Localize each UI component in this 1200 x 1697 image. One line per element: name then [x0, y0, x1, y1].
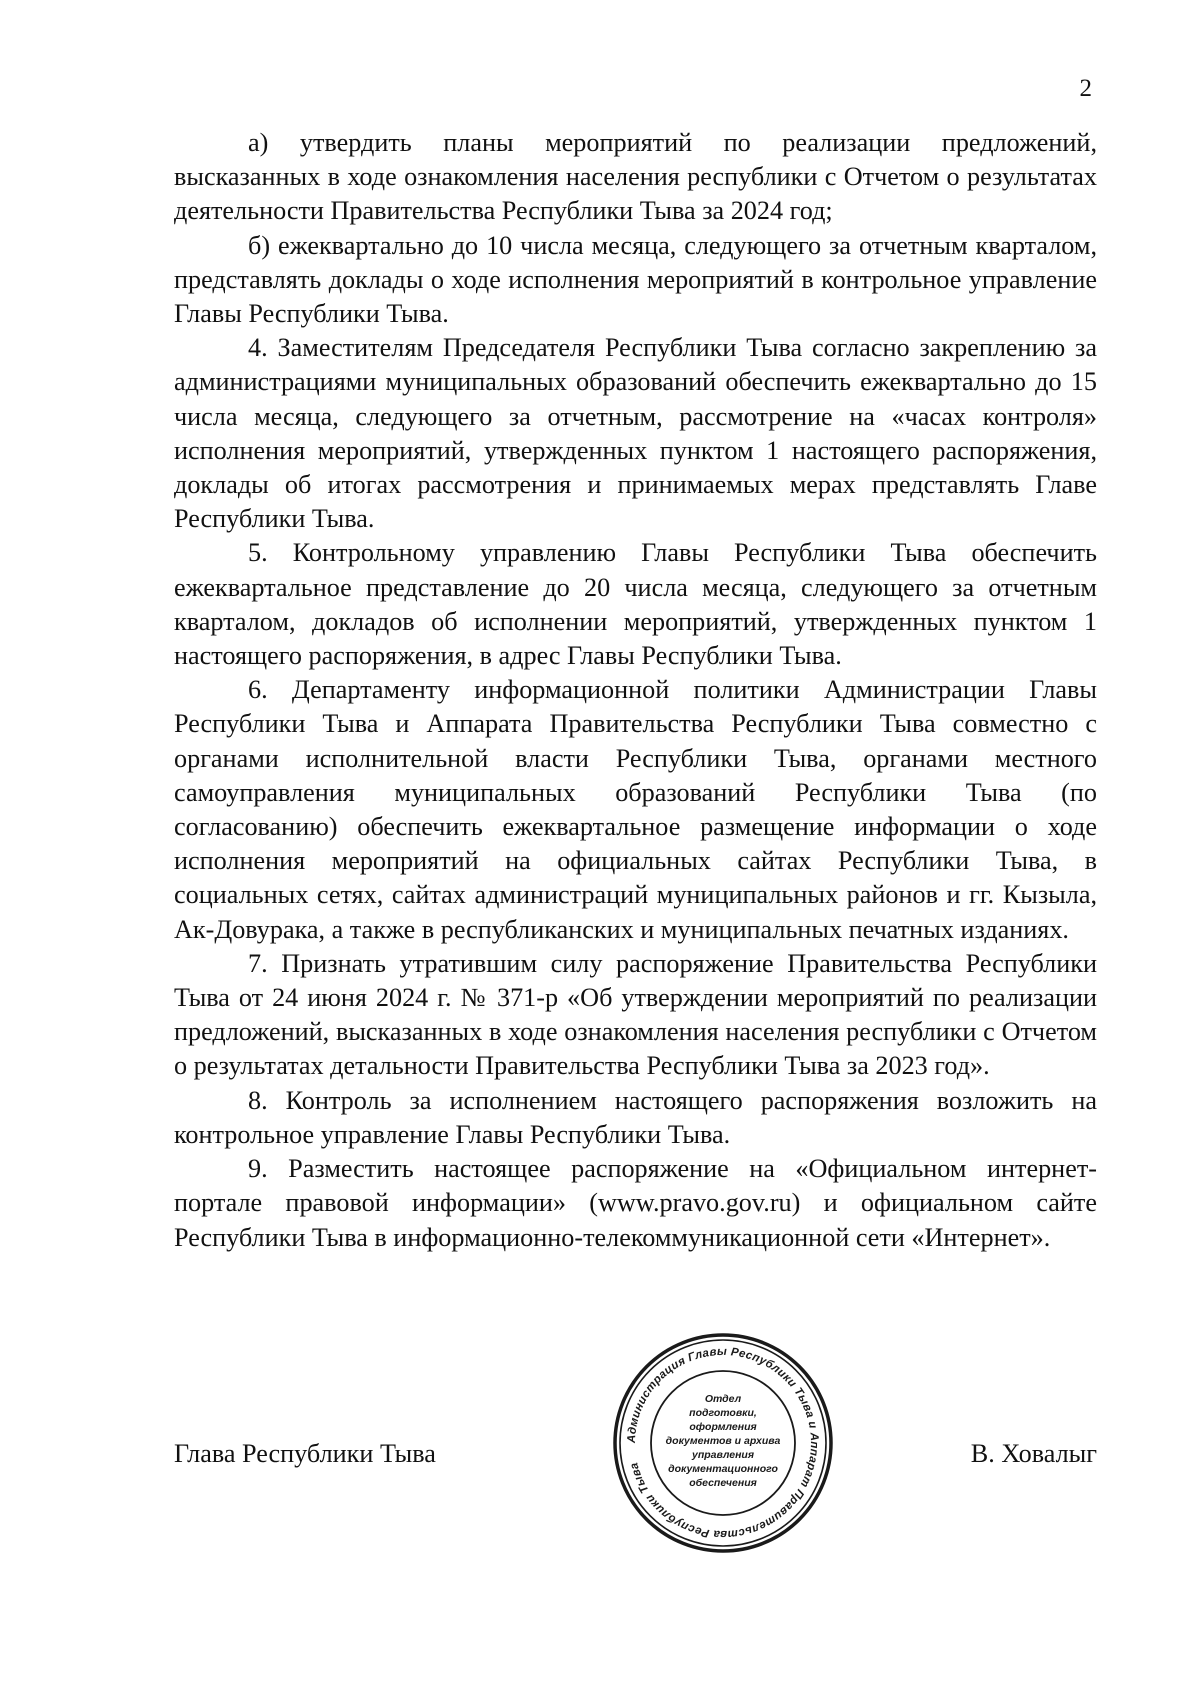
paragraph-6: 6. Департаменту информационной политики Администрации Главы Республики Тыва и Аппарата Правительства Республики Тыва совместно с органами исполнительной власти Республики Тыва, органами местного самоуправления муниципальных образований Республики Тыва (по согласованию) обеспечить ежеквартальное размещение информации о ходе исполнения мероприятий на официальных сайтах Республики Тыва, в социальных сетях, сайтах администраций муниципальных районов и гг. Кызыла, Ак-Довурака, а также в республиканских и муниципальных печатных изданиях.: [174, 675, 1097, 944]
paragraph-4: 4. Заместителям Председателя Республики Тыва согласно закреплению за администрациями муниципальных образований обеспечить ежеквартально до 15 числа месяца, следующего за отчетным, рассмотрение на «часах контроля» исполнения мероприятий, утвержденных пунктом 1 настоящего распоряжения, доклады об итогах рассмотрения и принимаемых мерах представлять Главе Республики Тыва.: [174, 333, 1097, 534]
stamp-line: подготовки,: [689, 1407, 757, 1419]
stamp-icon: [610, 1330, 836, 1556]
page-number: 2: [1079, 75, 1092, 102]
paragraph-8: 8. Контроль за исполнением настоящего распоряжения возложить на контрольное управление Главы Республики Тыва.: [174, 1085, 1097, 1149]
stamp-line: оформления: [689, 1421, 757, 1433]
stamp-ring-text: Администрация Главы Республики Тыва и Аппарат Правительства Республики Тыва: [625, 1345, 821, 1541]
paragraph-9: 9. Разместить настоящее распоряжение на «Официальном интернет-портале правовой информации» (www.pravo.gov.ru) и официальном сайте Республики Тыва в информационно-телекоммуникационной сети «Интернет».: [174, 1154, 1097, 1252]
document-body: [174, 126, 1097, 1255]
stamp-line: обеспечения: [689, 1477, 757, 1489]
stamp-center-text: [666, 1393, 781, 1489]
stamp-line: Отдел: [704, 1393, 742, 1405]
signer-title: Глава Республики Тыва: [174, 1439, 436, 1468]
stamp-line: управления: [691, 1449, 755, 1461]
signer-name: В. Ховалыг: [970, 1439, 1097, 1468]
official-stamp: [610, 1330, 836, 1556]
stamp-line: документов и архива: [665, 1435, 781, 1447]
paragraph-a: а) утвердить планы мероприятий по реализации предложений, высказанных в ходе ознакомления населения республики с Отчетом о результатах деятельности Правительства Республики Тыва за 2024 год;: [174, 128, 1097, 226]
paragraph-7: 7. Признать утратившим силу распоряжение Правительства Республики Тыва от 24 июня 2024 г. № 371-р «Об утверждении мероприятий по реализации предложений, высказанных в ходе ознакомления населения республики с Отчетом о результатах детальности Правительства Республики Тыва за 2023 год».: [174, 948, 1097, 1081]
paragraph-b: б) ежеквартально до 10 числа месяца, следующего за отчетным кварталом, представлять доклады о ходе исполнения мероприятий в контрольное управление Главы Республики Тыва.: [174, 230, 1097, 329]
stamp-line: документационного: [668, 1463, 778, 1475]
paragraph-5: 5. Контрольному управлению Главы Республики Тыва обеспечить ежеквартальное представление до 20 числа месяца, следующего за отчетным кварталом, докладов об исполнении мероприятий, утвержденных пунктом 1 настоящего распоряжения, в адрес Главы Республики Тыва.: [174, 538, 1097, 671]
